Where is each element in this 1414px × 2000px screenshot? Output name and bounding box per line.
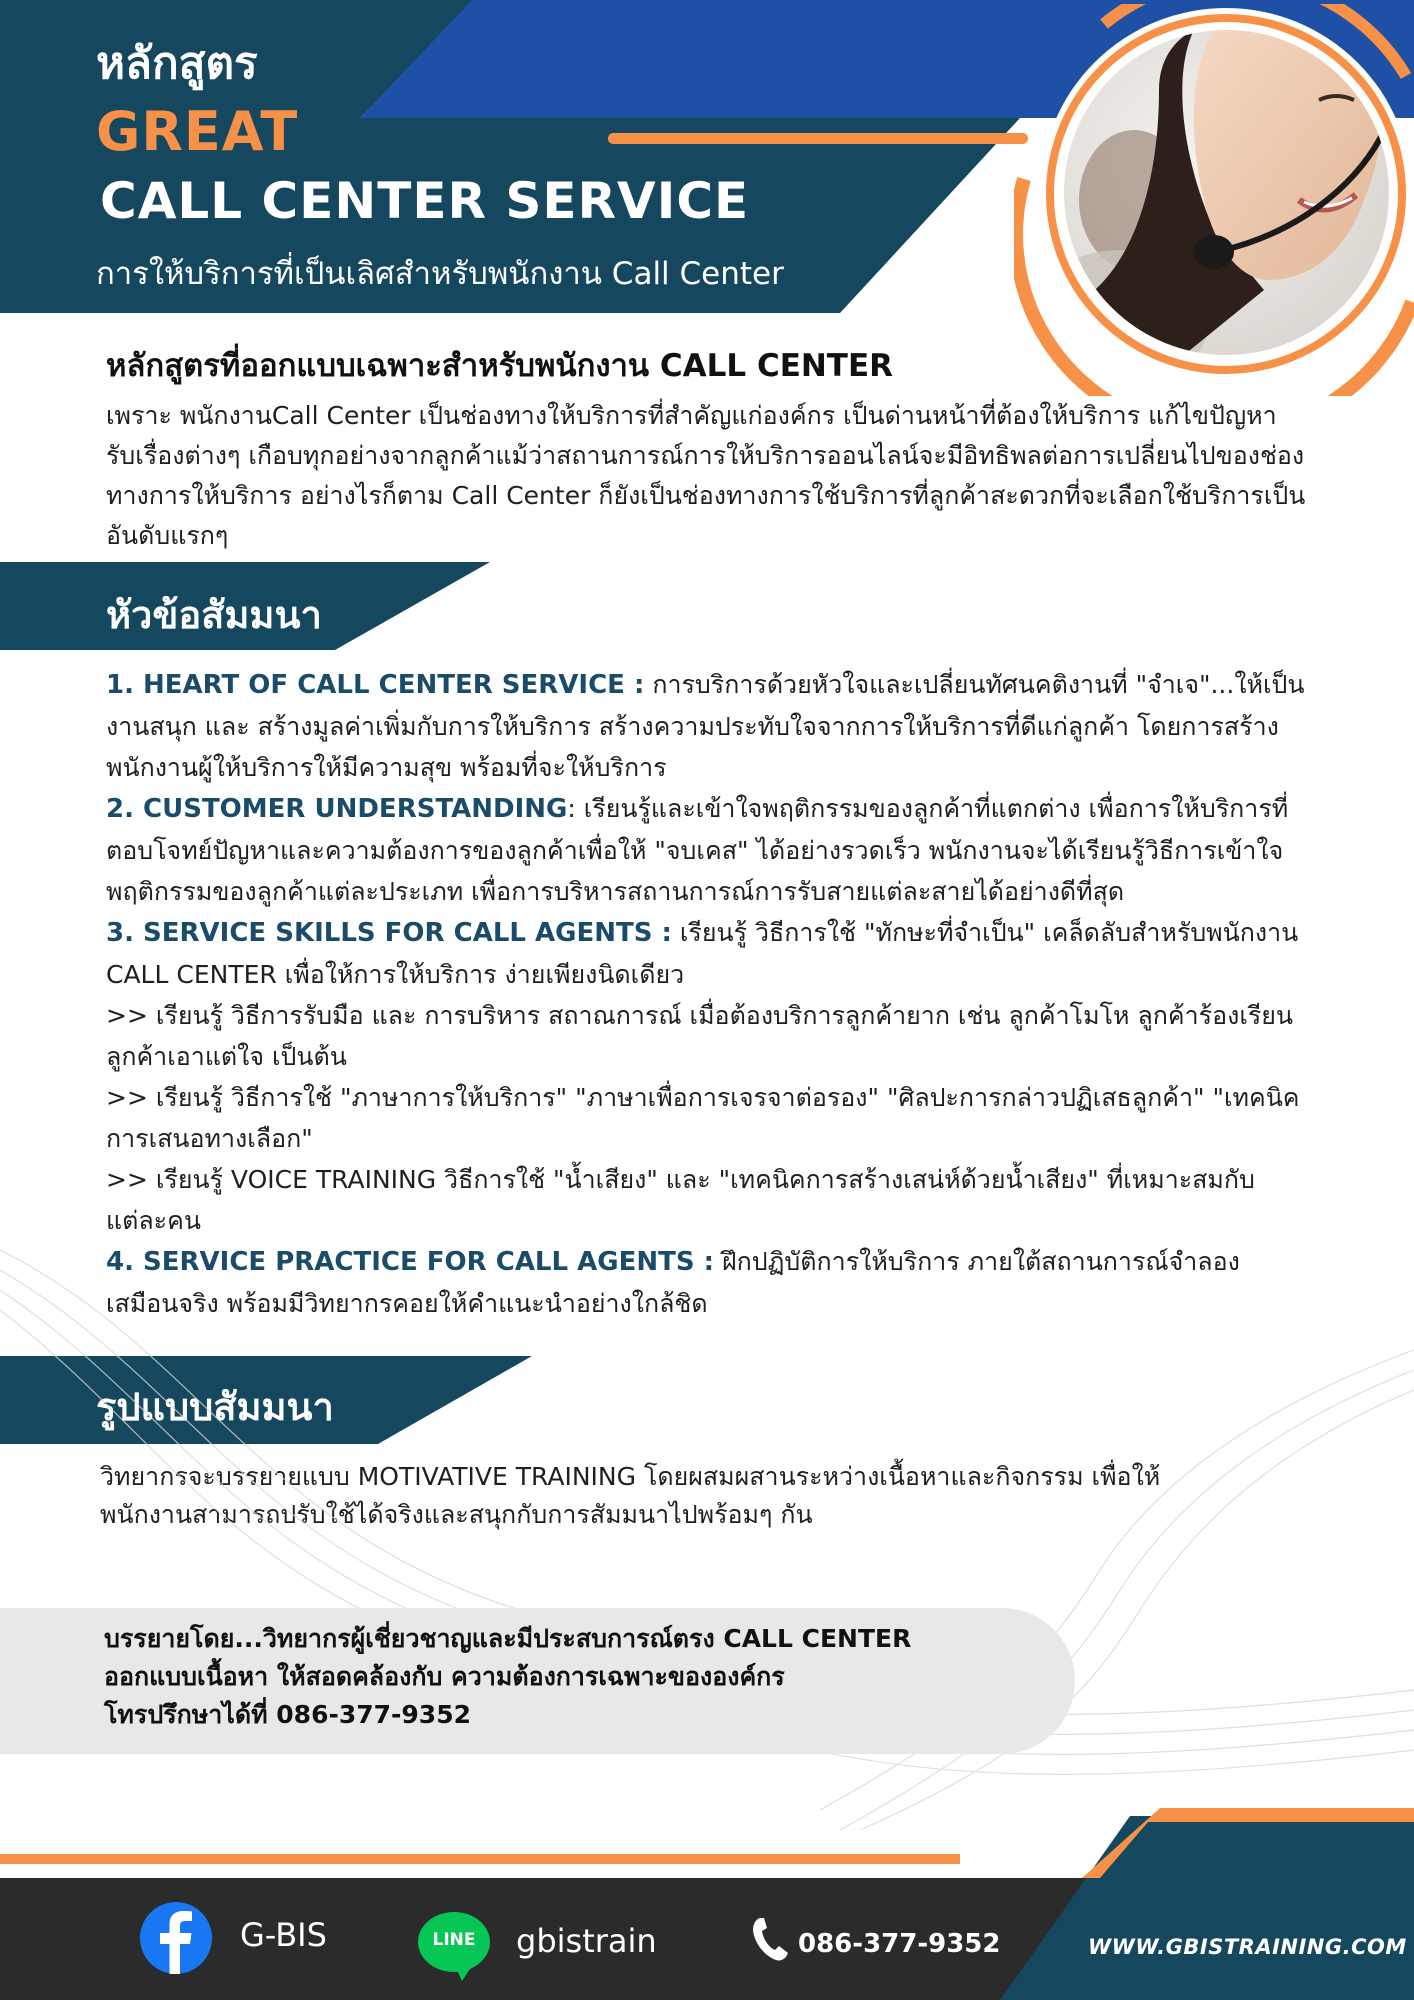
topic-bullet: >> เรียนรู้ วิธีการรับมือ และ การบริหาร สถาณการณ์ เมื่อต้องบริการลูกค้ายาก เช่น ลูกค้าโมโห ลูกค้าร้องเรียน (106, 1001, 1294, 1030)
topic-bullet: แต่ละคน (106, 1206, 201, 1235)
topic-1 (106, 664, 1356, 706)
credit-line: โทรปรึกษาได้ที่ 086-377-9352 (104, 1700, 471, 1729)
topic-text: พฤติกรรมของลูกค้าแต่ละประเภท เพื่อการบริหารสถานการณ์การรับสายแต่ละสายได้อย่างดีที่สุด (106, 877, 1125, 906)
facebook-icon[interactable] (140, 1902, 212, 1974)
intro-line: อันดับแรกๆ (106, 521, 229, 550)
course-title-great: GREAT (96, 100, 299, 163)
topic-bullet: >> เรียนรู้ วิธีการใช้ "ภาษาการให้บริการ" "ภาษาเพื่อการเจรจาต่อรอง" "ศิลปะการกล่าวปฏิเสธลูกค้า" "เทคนิค (106, 1083, 1300, 1112)
credit-line: ออกแบบเนื้อหา ให้สอดคล้องกับ ความต้องการเฉพาะขององค์กร (104, 1662, 785, 1691)
intro-paragraph (106, 396, 1356, 556)
topic-bullet: การเสนอทางเลือก" (106, 1124, 313, 1153)
intro-line: รับเรื่องต่างๆ เกือบทุกอย่างจากลูกค้าแม้ว่าสถานการณ์การให้บริการออนไลน์จะมีอิทธิพลต่อการเปลี่ยนไปของช่อง (106, 441, 1305, 470)
footer-phone[interactable]: 086-377-9352 (798, 1929, 1001, 1959)
course-subtitle: การให้บริการที่เป็นเลิศสำหรับพนักงาน Call Center (96, 256, 784, 292)
line-id[interactable]: gbistrain (516, 1922, 657, 1960)
topic-text: CALL CENTER เพื่อให้การให้บริการ ง่ายเพียงนิดเดียว (106, 960, 685, 989)
topic-4-title: 4. SERVICE PRACTICE FOR CALL AGENTS : (106, 1247, 715, 1277)
intro-line: ทางการให้บริการ อย่างไรก็ตาม Call Center ก็ยังเป็นช่องทางการใช้บริการที่ลูกค้าสะดวกที่จะเลือกใช้บริการเป็น (106, 481, 1306, 510)
topic-3 (106, 912, 1356, 954)
footer-background (0, 1800, 1414, 2000)
course-label: หลักสูตร (96, 38, 258, 89)
topic-1-title: 1. HEART OF CALL CENTER SERVICE : (106, 670, 645, 700)
format-line: วิทยากรจะบรรยายแบบ MOTIVATIVE TRAINING โดยผสมผสานระหว่างเนื้อหาและกิจกรรม เพื่อให้ (100, 1462, 1161, 1491)
intro-title: หลักสูตรที่ออกแบบเฉพาะสำหรับพนักงาน CALL CENTER (106, 348, 894, 384)
topics-heading: หัวข้อสัมมนา (106, 593, 322, 637)
topic-bullet: >> เรียนรู้ VOICE TRAINING วิธีการใช้ "น้ำเสียง" และ "เทคนิคการสร้างเสน่ห์ด้วยน้ำเสียง" ที่เหมาะสมกับ (106, 1165, 1255, 1194)
call-center-agent-photo (1064, 30, 1389, 355)
topic-text: งานสนุก และ สร้างมูลค่าเพิ่มกับการให้บริการ สร้างความประทับใจจากการให้บริการที่ดีแก่ลูกค้า โดยการสร้าง (106, 712, 1279, 741)
line-badge-text: LINE (432, 1930, 476, 1950)
topic-text: ตอบโจทย์ปัญหาและความต้องการของลูกค้าเพื่อให้ "จบเคส" ได้อย่างรวดเร็ว พนักงานจะได้เรียนรู้วิธีการเข้าใจ (106, 836, 1284, 865)
format-line: พนักงานสามารถปรับใช้ได้จริงและสนุกกับการสัมมนาไปพร้อมๆ กัน (100, 1500, 813, 1529)
topic-2-title: 2. CUSTOMER UNDERSTANDING (106, 794, 568, 824)
topic-2 (106, 788, 1356, 830)
topic-text: พนักงานผู้ให้บริการให้มีความสุข พร้อมที่จะให้บริการ (106, 753, 667, 782)
topic-text: เสมือนจริง พร้อมมีวิทยากรคอยให้คำแนะนำอย่างใกล้ชิด (106, 1289, 708, 1318)
facebook-name[interactable]: G-BIS (240, 1916, 327, 1954)
topic-bullet: ลูกค้าเอาแต่ใจ เป็นต้น (106, 1042, 347, 1071)
format-heading: รูปแบบสัมมนา (96, 1385, 334, 1429)
course-title-main: CALL CENTER SERVICE (100, 172, 750, 230)
phone-icon (752, 1916, 790, 1962)
footer-website[interactable]: WWW.GBISTRAINING.COM (1088, 1935, 1407, 1959)
topic-text: ฝึกปฏิบัติการให้บริการ ภายใต้สถานการณ์จำลอง (714, 1247, 1240, 1276)
credit-line: บรรยายโดย...วิทยากรผู้เชี่ยวชาญและมีประสบการณ์ตรง CALL CENTER (104, 1624, 912, 1653)
credit-text (104, 1620, 911, 1734)
topic-3-title: 3. SERVICE SKILLS FOR CALL AGENTS : (106, 918, 672, 948)
topic-text: เรียนรู้ วิธีการใช้ "ทักษะที่จำเป็น" เคล็ดลับสำหรับพนักงาน (671, 918, 1299, 947)
topic-text: การบริการด้วยหัวใจและเปลี่ยนทัศนคติงานที่ "จำเจ"...ให้เป็น (644, 670, 1305, 699)
topics-list (106, 664, 1356, 1324)
topic-text: : เรียนรู้และเข้าใจพฤติกรรมของลูกค้าที่แตกต่าง เพื่อการให้บริการที่ (567, 794, 1289, 823)
intro-line: เพราะ พนักงานCall Center เป็นช่องทางให้บริการที่สำคัญแก่องค์กร เป็นด่านหน้าที่ต้องให้บริการ แก้ไขปัญหา (106, 401, 1277, 430)
